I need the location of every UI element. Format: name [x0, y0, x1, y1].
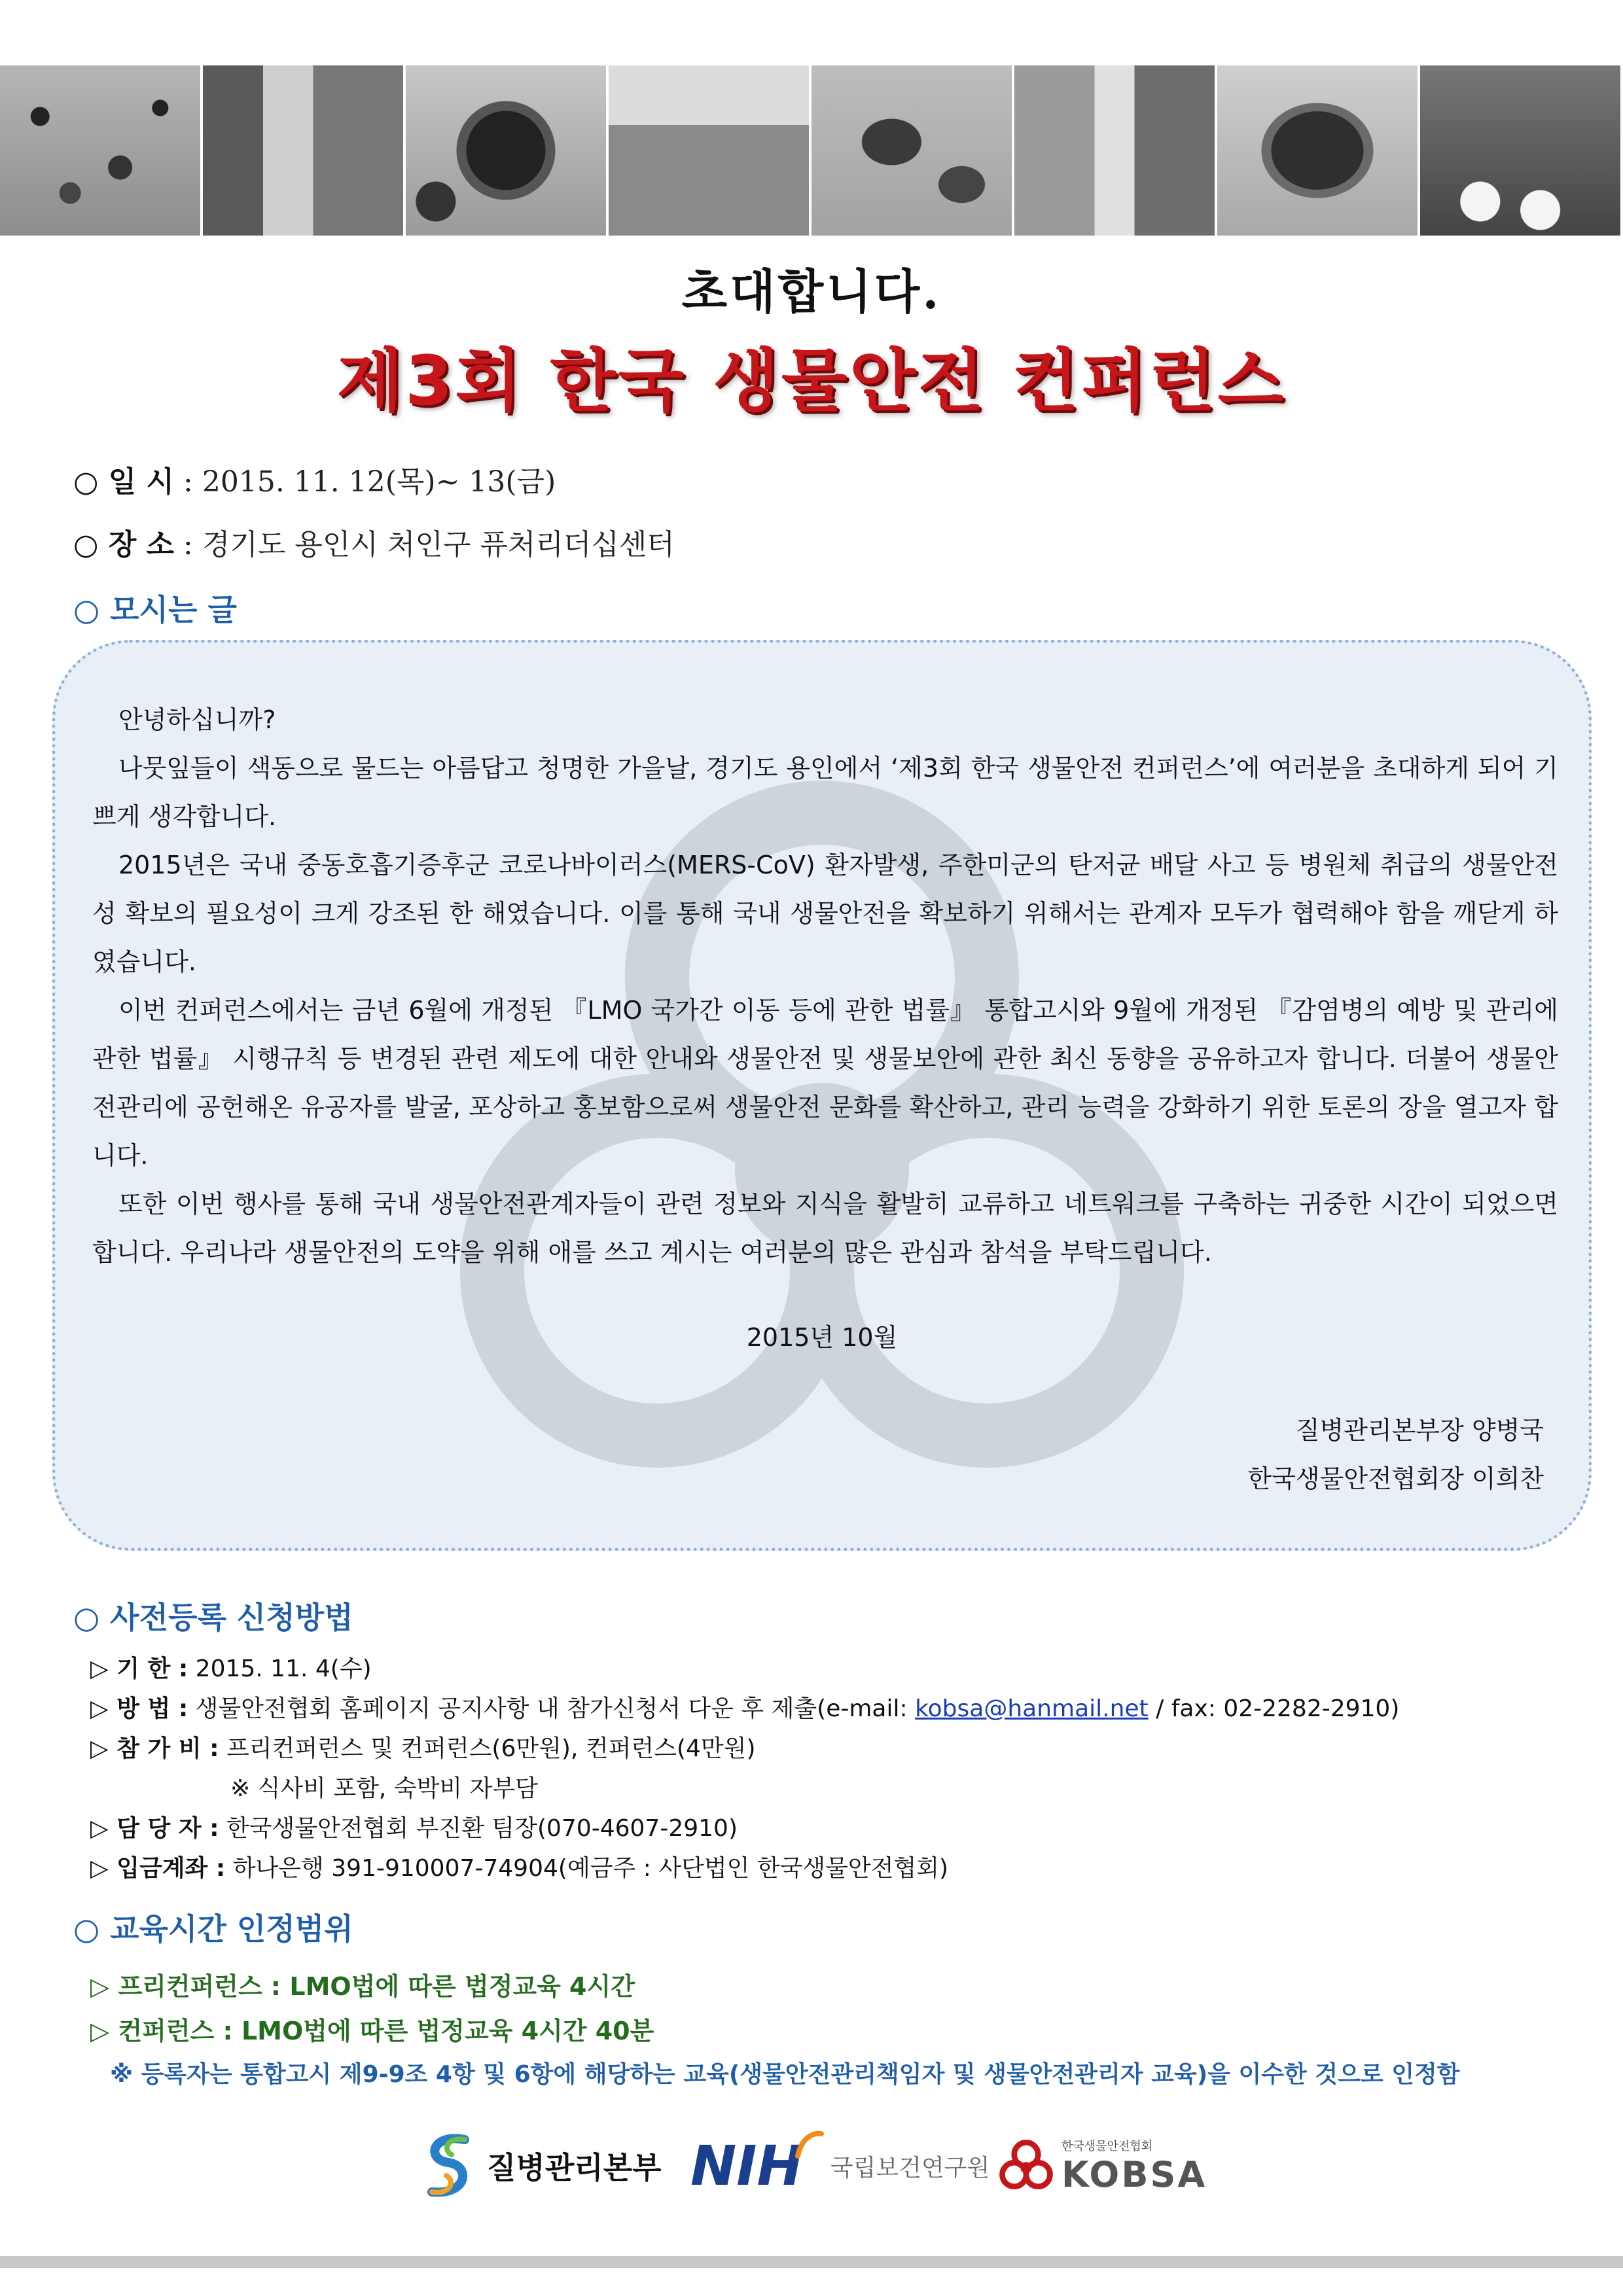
- date-label: ○ 일 시: [73, 465, 175, 499]
- kobsa-mark: KOBSA: [1061, 2153, 1207, 2195]
- contact-value: 한국생물안전협회 부진환 팀장(070-4607-2910): [219, 1815, 738, 1842]
- fee-value: 프리컨퍼런스 및 컨퍼런스(6만원), 컨퍼런스(4만원): [219, 1735, 756, 1762]
- fee-note: ※ 식사비 포함, 숙박비 자부담: [230, 1775, 538, 1802]
- kobsa-small-name: 한국생물안전협회: [1061, 2139, 1153, 2153]
- kcdc-logo-text: 질병관리본부: [487, 2150, 662, 2185]
- education-item: ▷ 프리컨퍼런스 : LMO법에 따른 법정교육 4시간: [90, 1972, 635, 2001]
- invitation-heading: 초대합니다.: [681, 264, 942, 319]
- registration-fee: [90, 1730, 756, 1763]
- education-heading: ○ 교육시간 인정범위: [73, 1911, 353, 1947]
- biohazard-icon: [995, 2134, 1058, 2197]
- registration-contact: [90, 1810, 738, 1843]
- account-value: 하나은행 391-910007-74904(예금주 : 사단법인 한국생물안전협회): [225, 1855, 949, 1882]
- place-label: ○ 장 소: [73, 528, 175, 561]
- letter-paragraph: 2015년은 국내 중동호흡기증후군 코로나바이러스(MERS-CoV) 환자발생, 주한미군의 탄저균 배달 사고 등 병원체 취급의 생물안전성 확보의 필요성이 크게 강조된 한 해였습니다. 이를 통해 국내 생물안전을 확보하기 위해서는 관계자 모두가 협력해야 함을 깨닫게 하였습니다.: [92, 851, 1558, 976]
- method-label: ▷ 방 법 :: [90, 1695, 188, 1722]
- signer-kcdc: 질병관리본부장 양병국: [1295, 1416, 1544, 1445]
- nih-swoosh-icon: [795, 2130, 824, 2176]
- hazmat-team-photo: [609, 65, 812, 236]
- nih-logo: [690, 2127, 990, 2205]
- nih-mark: NIH: [690, 2134, 803, 2198]
- registration-method: [90, 1690, 1399, 1723]
- date-value: : 2015. 11. 12(목)~ 13(금): [174, 465, 556, 499]
- event-date: [73, 458, 556, 500]
- fax-value: / fax: 02-2282-2910): [1148, 1695, 1400, 1722]
- registration-deadline: [90, 1650, 372, 1684]
- virus-photo: [1217, 65, 1420, 236]
- footer-bar: [0, 2256, 1623, 2268]
- letter-paragraph: 안녕하십니까?: [118, 705, 276, 734]
- method-value: 생물안전협회 홈페이지 공지사항 내 참가신청서 다운 후 제출(e-mail:: [188, 1695, 916, 1722]
- letter-paragraph: 나뭇잎들이 색동으로 물드는 아름답고 청명한 가을날, 경기도 용인에서 ‘제3회 한국 생물안전 컨퍼런스’에 여러분을 초대하게 되어 기쁘게 생각합니다.: [92, 754, 1558, 831]
- virus-photo: [406, 65, 609, 236]
- invitation-letter-box: [52, 640, 1592, 1551]
- letter-paragraph: 또한 이번 행사를 통해 국내 생물안전관계자들이 관련 정보와 지식을 활발히 교류하고 네트워크를 구축하는 귀중한 시간이 되었으면 합니다. 우리나라 생물안전의 도약을 위해 애를 쓰고 계시는 여러분의 많은 관심과 참석을 부탁드립니다.: [92, 1190, 1558, 1267]
- virus-photo: [0, 65, 203, 236]
- kcdc-logo: [419, 2127, 662, 2205]
- page-title: 제3회 한국 생물안전 컨퍼런스: [336, 341, 1287, 421]
- fee-label: ▷ 참 가 비 :: [90, 1735, 219, 1762]
- education-item: ▷ 컨퍼런스 : LMO법에 따른 법정교육 4시간 40분: [90, 2017, 654, 2045]
- registration-heading: ○ 사전등록 신청방법: [73, 1600, 353, 1635]
- event-place: [73, 521, 675, 563]
- deadline-value: 2015. 11. 4(수): [188, 1655, 372, 1682]
- registration-account: [90, 1850, 948, 1883]
- signer-kobsa: 한국생물안전협회장 이희찬: [1247, 1464, 1544, 1493]
- contact-label: ▷ 담 당 자 :: [90, 1815, 219, 1842]
- lab-worker-photo: [1014, 65, 1217, 236]
- header-photo-banner: [0, 65, 1623, 236]
- kcdc-emblem-icon: [419, 2130, 478, 2202]
- lab-worker-photo: [203, 65, 406, 236]
- nih-name: 국립보건연구원: [830, 2154, 990, 2181]
- account-label: ▷ 입금계좌 :: [90, 1855, 226, 1882]
- kobsa-text-group: [1061, 2137, 1207, 2195]
- kobsa-logo: [995, 2127, 1207, 2205]
- letter-body: [92, 696, 1558, 1277]
- virus-photo: [812, 65, 1014, 236]
- letter-heading: ○ 모시는 글: [73, 592, 237, 627]
- deadline-label: ▷ 기 한 :: [90, 1655, 188, 1682]
- eggs-lab-photo: [1420, 65, 1623, 236]
- letter-date: 2015년 10월: [746, 1323, 898, 1352]
- letter-paragraph: 이번 컨퍼런스에서는 금년 6월에 개정된 『LMO 국가간 이동 등에 관한 법률』 통합고시와 9월에 개정된 『감염병의 예방 및 관리에 관한 법률』 시행규칙 등 변경된 관련 제도에 대한 안내와 생물안전 및 생물보안에 관한 최신 동향을 공유하고자 합니다. 더불어 생물안전관리에 공헌해온 유공자를 발굴, 포상하고 홍보함으로써 생물안전 문화를 확산하고, 관리 능력을 강화하기 위한 토론의 장을 열고자 합니다.: [92, 996, 1558, 1170]
- email-link[interactable]: kobsa@hanmail.net: [915, 1695, 1149, 1722]
- education-note: ※ 등록자는 통합고시 제9-9조 4항 및 6항에 해당하는 교육(생물안전관리책임자 및 생물안전관리자 교육)을 이수한 것으로 인정함: [110, 2061, 1460, 2088]
- place-value: : 경기도 용인시 처인구 퓨처리더십센터: [174, 528, 675, 561]
